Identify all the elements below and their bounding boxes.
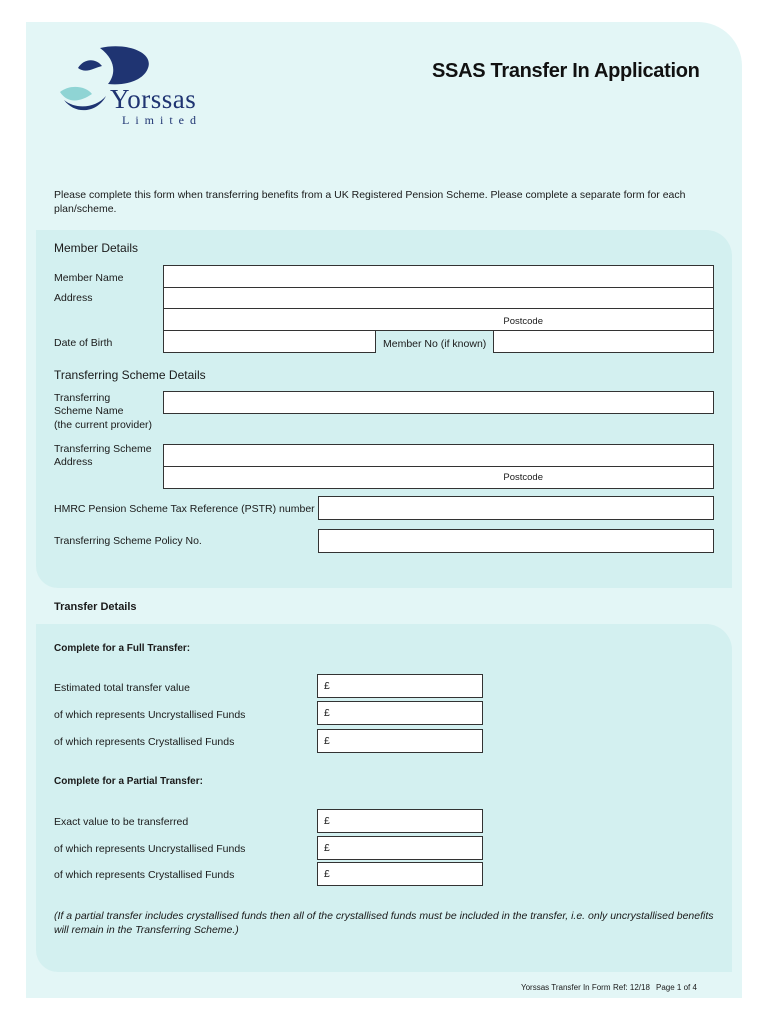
policy-no-field[interactable] [318,529,714,553]
scheme-address-line1[interactable] [163,444,714,467]
partial-transfer-note: (If a partial transfer includes crystallised funds then all of the crystallised funds must be included in the transfer, i.e. only uncrystallised benefits will remain in the Transferring Scheme.) [54,910,714,936]
partial-total-field[interactable] [317,809,483,833]
member-name-label: Member Name [54,272,124,284]
full-total-label: Estimated total transfer value [54,682,190,694]
logo-name: Yorssas [110,84,197,114]
scheme-name-label-1: Transferring [54,392,111,404]
member-no-field[interactable] [493,330,714,353]
address-field-line2[interactable] [163,308,714,331]
full-uncrystallised-field[interactable] [317,701,483,725]
currency-symbol: £ [324,735,330,747]
currency-symbol: £ [324,842,330,854]
footer-ref: Ref: 12/18 [613,983,650,992]
scheme-name-label-3: (the current provider) [54,419,153,431]
scheme-name-field[interactable] [163,391,714,414]
logo-subtitle: Limited [122,113,202,127]
scheme-address-line2[interactable] [163,466,714,489]
scheme-name-label-2: Scheme Name [54,405,124,417]
transfer-details-heading: Transfer Details [54,601,137,613]
member-no-label: Member No (if known) [383,338,487,350]
full-transfer-heading: Complete for a Full Transfer: [54,643,191,654]
scheme-details-heading: Transferring Scheme Details [54,368,206,382]
pstr-label: HMRC Pension Scheme Tax Reference (PSTR) number [54,503,315,515]
page-title: SSAS Transfer In Application [432,60,700,82]
footer-form-name: Yorssas Transfer In Form [521,983,611,992]
member-name-field[interactable] [163,265,714,288]
policy-no-label: Transferring Scheme Policy No. [54,535,202,547]
full-crystallised-label: of which represents Crystallised Funds [54,736,235,748]
address-field-line1[interactable] [163,287,714,309]
full-total-field[interactable] [317,674,483,698]
currency-symbol: £ [324,680,330,692]
currency-symbol: £ [324,707,330,719]
partial-uncrystallised-label: of which represents Uncrystallised Funds [54,843,246,855]
footer-page: Page 1 of 4 [656,983,697,992]
partial-crystallised-field[interactable] [317,862,483,886]
full-crystallised-field[interactable] [317,729,483,753]
scheme-address-label-2: Address [54,456,93,468]
postcode-label: Postcode [503,316,543,327]
member-details-heading: Member Details [54,241,139,255]
dob-label: Date of Birth [54,337,113,349]
currency-symbol: £ [324,815,330,827]
dob-field[interactable] [163,330,376,353]
scheme-address-label-1: Transferring Scheme [54,443,152,455]
partial-transfer-heading: Complete for a Partial Transfer: [54,776,203,787]
full-uncrystallised-label: of which represents Uncrystallised Funds [54,709,246,721]
intro-text: Please complete this form when transferring benefits from a UK Registered Pension Scheme. Please complete a separate form for each plan/scheme. [54,189,686,215]
address-label: Address [54,292,93,304]
partial-uncrystallised-field[interactable] [317,836,483,860]
currency-symbol: £ [324,868,330,880]
partial-total-label: Exact value to be transferred [54,816,189,828]
scheme-postcode-label: Postcode [503,472,543,483]
partial-crystallised-label: of which represents Crystallised Funds [54,869,235,881]
pstr-field[interactable] [318,496,714,520]
